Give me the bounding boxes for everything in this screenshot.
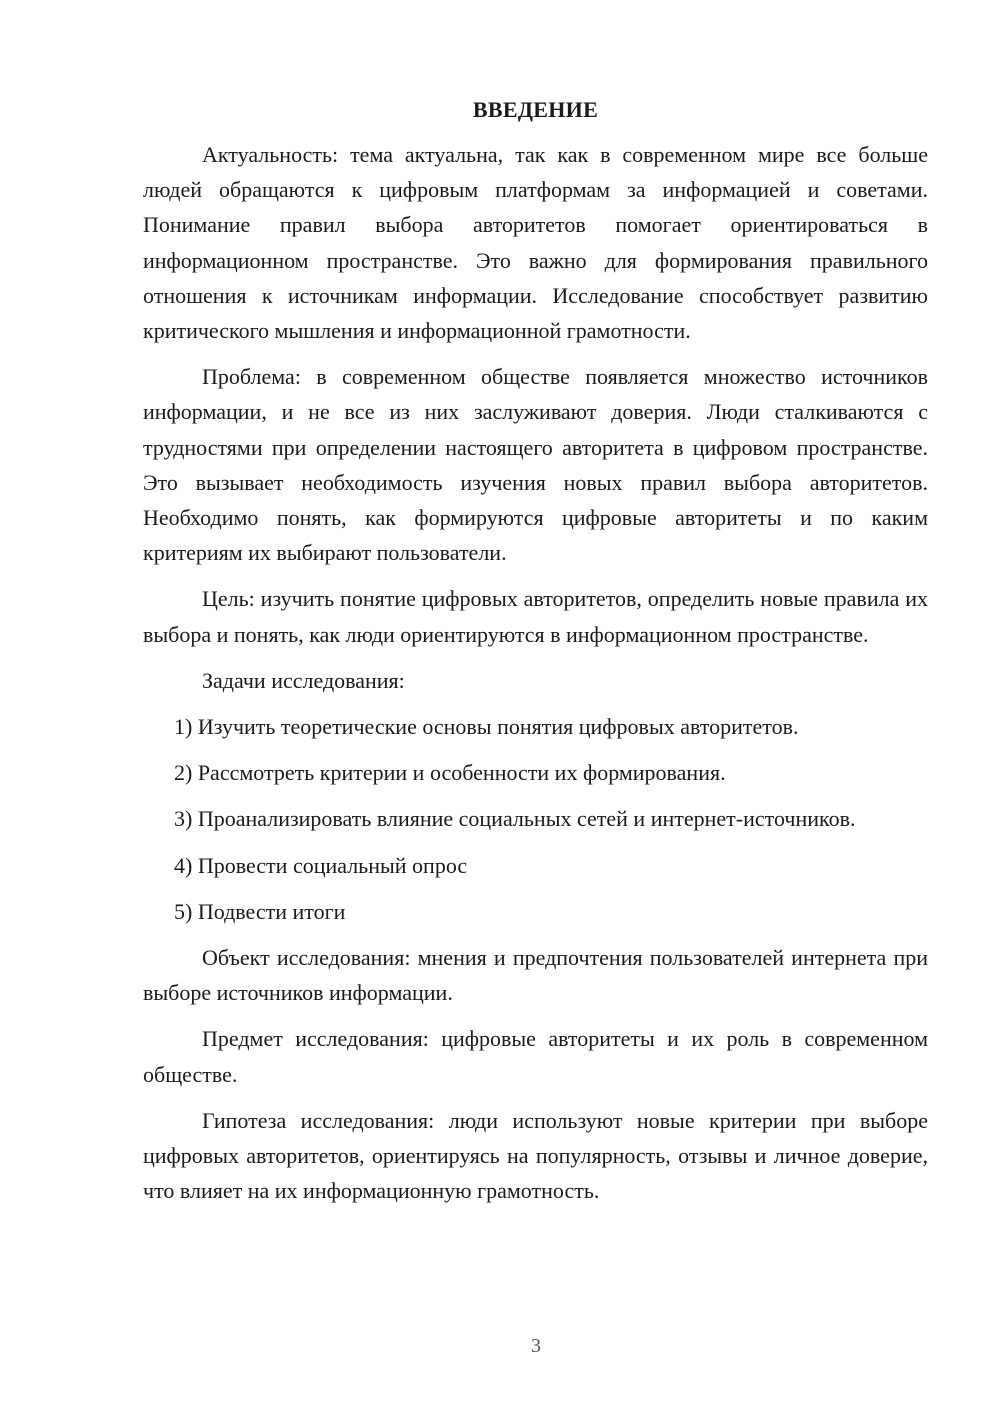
- paragraph-tasks-heading: Задачи исследования:: [202, 667, 405, 693]
- paragraph-problem: Проблема: в современном обществе появляется множество источников информации, и не все из них заслуживают доверия. Люди сталкиваются с трудностями при определении настоящего авторитета в цифровом пространстве. Это вызывает необходимость изучения новых правил выбора авторитетов. Необходимо понять, как формируются цифровые авторитеты и по каким критериям их выбирают пользователи.: [143, 364, 928, 566]
- paragraph-goal: Цель: изучить понятие цифровых авторитетов, определить новые правила их выбора и понять, как люди ориентируются в информационном пространстве.: [143, 586, 928, 647]
- paragraph-subject: Предмет исследования: цифровые авторитеты и их роль в современном обществе.: [143, 1026, 928, 1087]
- paragraph-object: Объект исследования: мнения и предпочтения пользователей интернета при выборе источников информации.: [143, 945, 928, 1006]
- page-content: [143, 92, 928, 1219]
- paragraph-hypothesis: Гипотеза исследования: люди используют новые критерии при выборе цифровых авторитетов, ориентируясь на популярность, отзывы и личное доверие, что влияет на их информационную грамотность.: [143, 1107, 928, 1204]
- task-item-5: 5) Подвести итоги: [174, 898, 346, 924]
- paragraph-relevance: Актуальность: тема актуальна, так как в современном мире все больше людей обращаются к цифровым платформам за информацией и советами. Понимание правил выбора авторитетов помогает ориентироваться в информационном пространстве. Это важно для формирования правильного отношения к источникам информации. Исследование способствует развитию критического мышления и информационной грамотности.: [143, 142, 928, 344]
- task-item-3: 3) Проанализировать влияние социальных сетей и интернет-источников.: [174, 806, 856, 832]
- section-title: ВВЕДЕНИЕ: [472, 97, 599, 122]
- task-item-2: 2) Рассмотреть критерии и особенности их формирования.: [174, 760, 726, 786]
- page-number: 3: [531, 1335, 541, 1357]
- task-item-1: 1) Изучить теоретические основы понятия цифровых авторитетов.: [174, 714, 799, 740]
- task-item-4: 4) Провести социальный опрос: [174, 852, 468, 878]
